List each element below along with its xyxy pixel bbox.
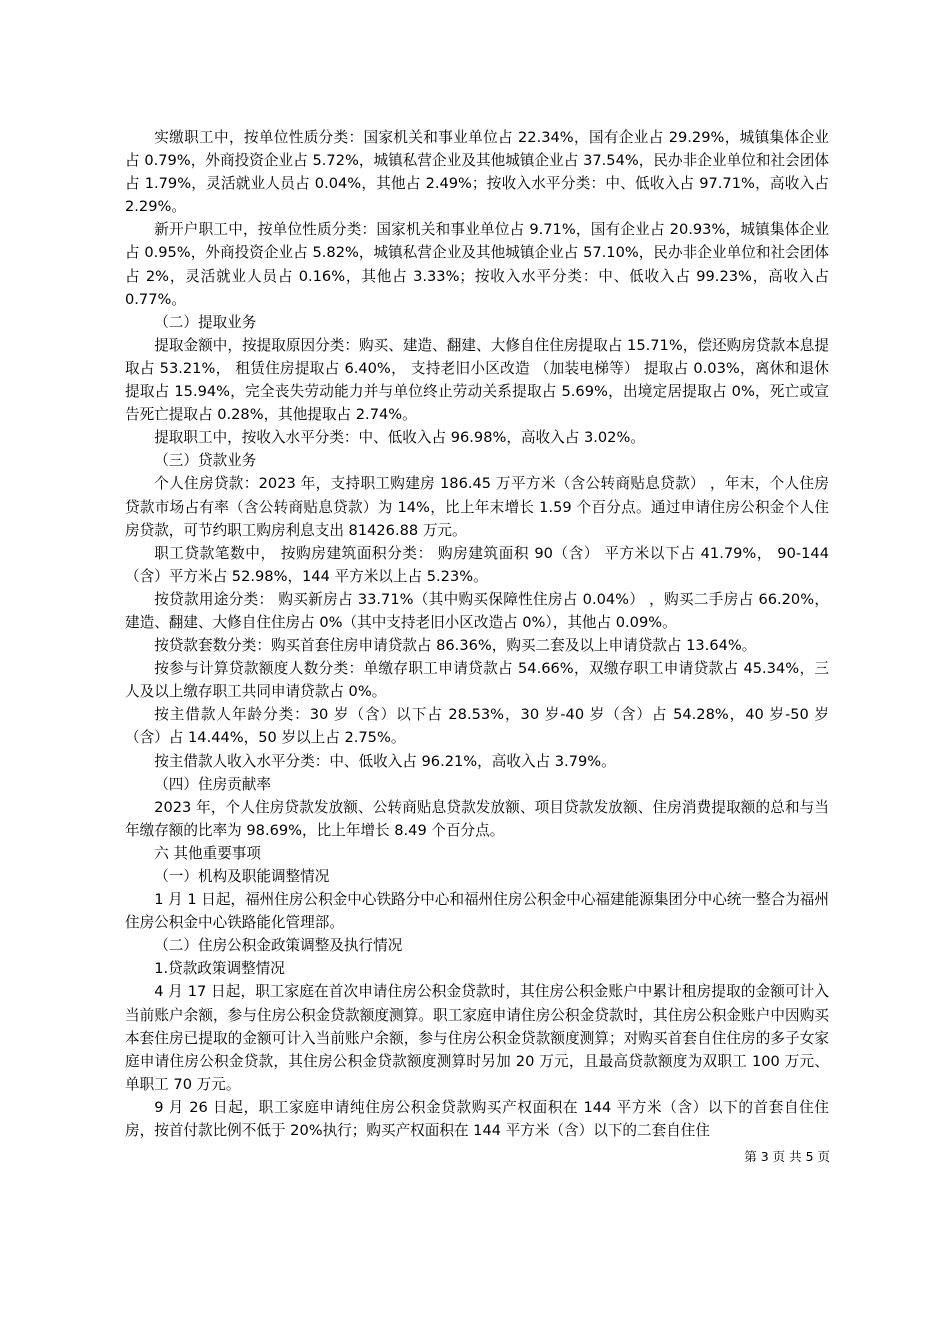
subheading-loan-policy: 1.贷款政策调整情况 [154,960,285,978]
paragraph-personal-loans: 个人住房贷款：2023 年，支持职工购建房 186.45 万平方米（含公转商贴息贷款） ，年末，个人住房贷款市场占有率（含公转商贴息贷款）为 14%，比上年末增长 1.59 个百分点。通过申请住房公积金个人住房贷款，可节约职工购房利息支出 81426.88 万元。 [125,475,829,539]
section-heading-contribution: （四）住房贡献率 [154,775,271,793]
section-heading-other-matters: 六 其他重要事项 [154,844,261,862]
section-heading-withdrawal: （二）提取业务 [154,313,257,331]
body-text [125,126,829,1142]
paragraph-withdrawal-employees: 提取职工中，按收入水平分类：中、低收入占 96.98%，高收入占 3.02%。 [154,429,645,447]
paragraph-april-policy: 4 月 17 日起，职工家庭在首次申请住房公积金贷款时，其住房公积金账户中累计租房提取的金额可计入当前账户余额，参与住房公积金贷款额度测算。职工家庭申请住房公积金贷款时，其住房公积金账户中因购买本套住房已提取的金额可计入当前账户余额，参与住房公积金贷款额度测算；对购买首套自住住房的多子女家庭申请住房公积金贷款，其住房公积金贷款额度测算时另加 20 万元，且最高贷款额度为双职工 100 万元、单职工 70 万元。 [125,983,829,1093]
page-number: 第 3 页 共 5 页 [744,1149,830,1164]
section-heading-policy: （二）住房公积金政策调整及执行情况 [154,937,403,955]
paragraph-institution-merge: 1 月 1 日起，福州住房公积金中心铁路分中心和福州住房公积金中心福建能源集团分中心统一整合为福州住房公积金中心铁路能化管理部。 [125,891,829,932]
paragraph-paying-employees: 实缴职工中，按单位性质分类：国家机关和事业单位占 22.34%，国有企业占 29.29%，城镇集体企业占 0.79%，外商投资企业占 5.72%，城镇私营企业及其他城镇企业占 37.54%，民办非企业单位和社会团体占 1.79%，灵活就业人员占 0.04%，其他占 2.49%；按收入水平分类：中、低收入占 97.71%，高收入占 2.29%。 [125,129,829,216]
paragraph-new-accounts: 新开户职工中，按单位性质分类：国家机关和事业单位占 9.71%，国有企业占 20.93%，城镇集体企业占 0.95%，外商投资企业占 5.82%，城镇私营企业及其他城镇企业占 57.10%，民办非企业单位和社会团体占 2%，灵活就业人员占 0.16%，其他占 3.33%；按收入水平分类：中、低收入占 99.23%，高收入占 0.77%。 [125,221,829,308]
section-heading-institutions: （一）机构及职能调整情况 [154,868,330,885]
paragraph-loans-by-income: 按主借款人收入水平分类：中、低收入占 96.21%，高收入占 3.79%。 [154,752,616,770]
paragraph-contribution-rate: 2023 年，个人住房贷款发放额、公转商贴息贷款发放额、项目贷款发放额、住房消费提取额的总和与当年缴存额的比率为 98.69%，比上年增长 8.49 个百分点。 [125,798,829,839]
paragraph-loans-by-sets: 按贷款套数分类：购买首套住房申请贷款占 86.36%，购买二套及以上申请贷款占 13.64%。 [154,637,757,655]
paragraph-withdrawal-amount: 提取金额中，按提取原因分类：购买、建造、翻建、大修自住住房提取占 15.71%，偿还购房贷款本息提取占 53.21%， 租赁住房提取占 6.40%， 支持老旧小区改造 （加装电梯等） 提取占 0.03%，离休和退休提取占 15.94%，完全丧失劳动能力并与单位终止劳动关系提取占 5.69%，出境定居提取占 0%，死亡或宣告死亡提取占 0.28%，其他提取占 2.74%。 [125,336,829,424]
paragraph-loans-by-age: 按主借款人年龄分类：30 岁（含）以下占 28.53%，30 岁-40 岁（含）占 54.28%，40 岁-50 岁（含）占 14.44%，50 岁以上占 2.75%。 [125,706,829,747]
paragraph-september-policy: 9 月 26 日起，职工家庭申请纯住房公积金贷款购买产权面积在 144 平方米（含）以下的首套自住住房，按首付款比例不低于 20%执行；购买产权面积在 144 平方米（含）以下的二套自住住 [125,1098,829,1140]
paragraph-loans-by-area: 职工贷款笔数中， 按购房建筑面积分类： 购房建筑面积 90（含） 平方米以下占 41.79%， 90-144（含）平方米占 52.98%，144 平方米以上占 5.23%。 [125,544,829,585]
paragraph-loans-by-purpose: 按贷款用途分类： 购买新房占 33.71%（其中购买保障性住房占 0.04%） ，购买二手房占 66.20%，建造、翻建、大修自住住房占 0%（其中支持老旧小区改造占 0%），其他占 0.09%。 [125,590,829,631]
paragraph-loans-by-participants: 按参与计算贷款额度人数分类：单缴存职工申请贷款占 54.66%，双缴存职工申请贷款占 45.34%，三人及以上缴存职工共同申请贷款占 0%。 [125,660,829,701]
section-heading-loans: （三）贷款业务 [154,452,257,470]
